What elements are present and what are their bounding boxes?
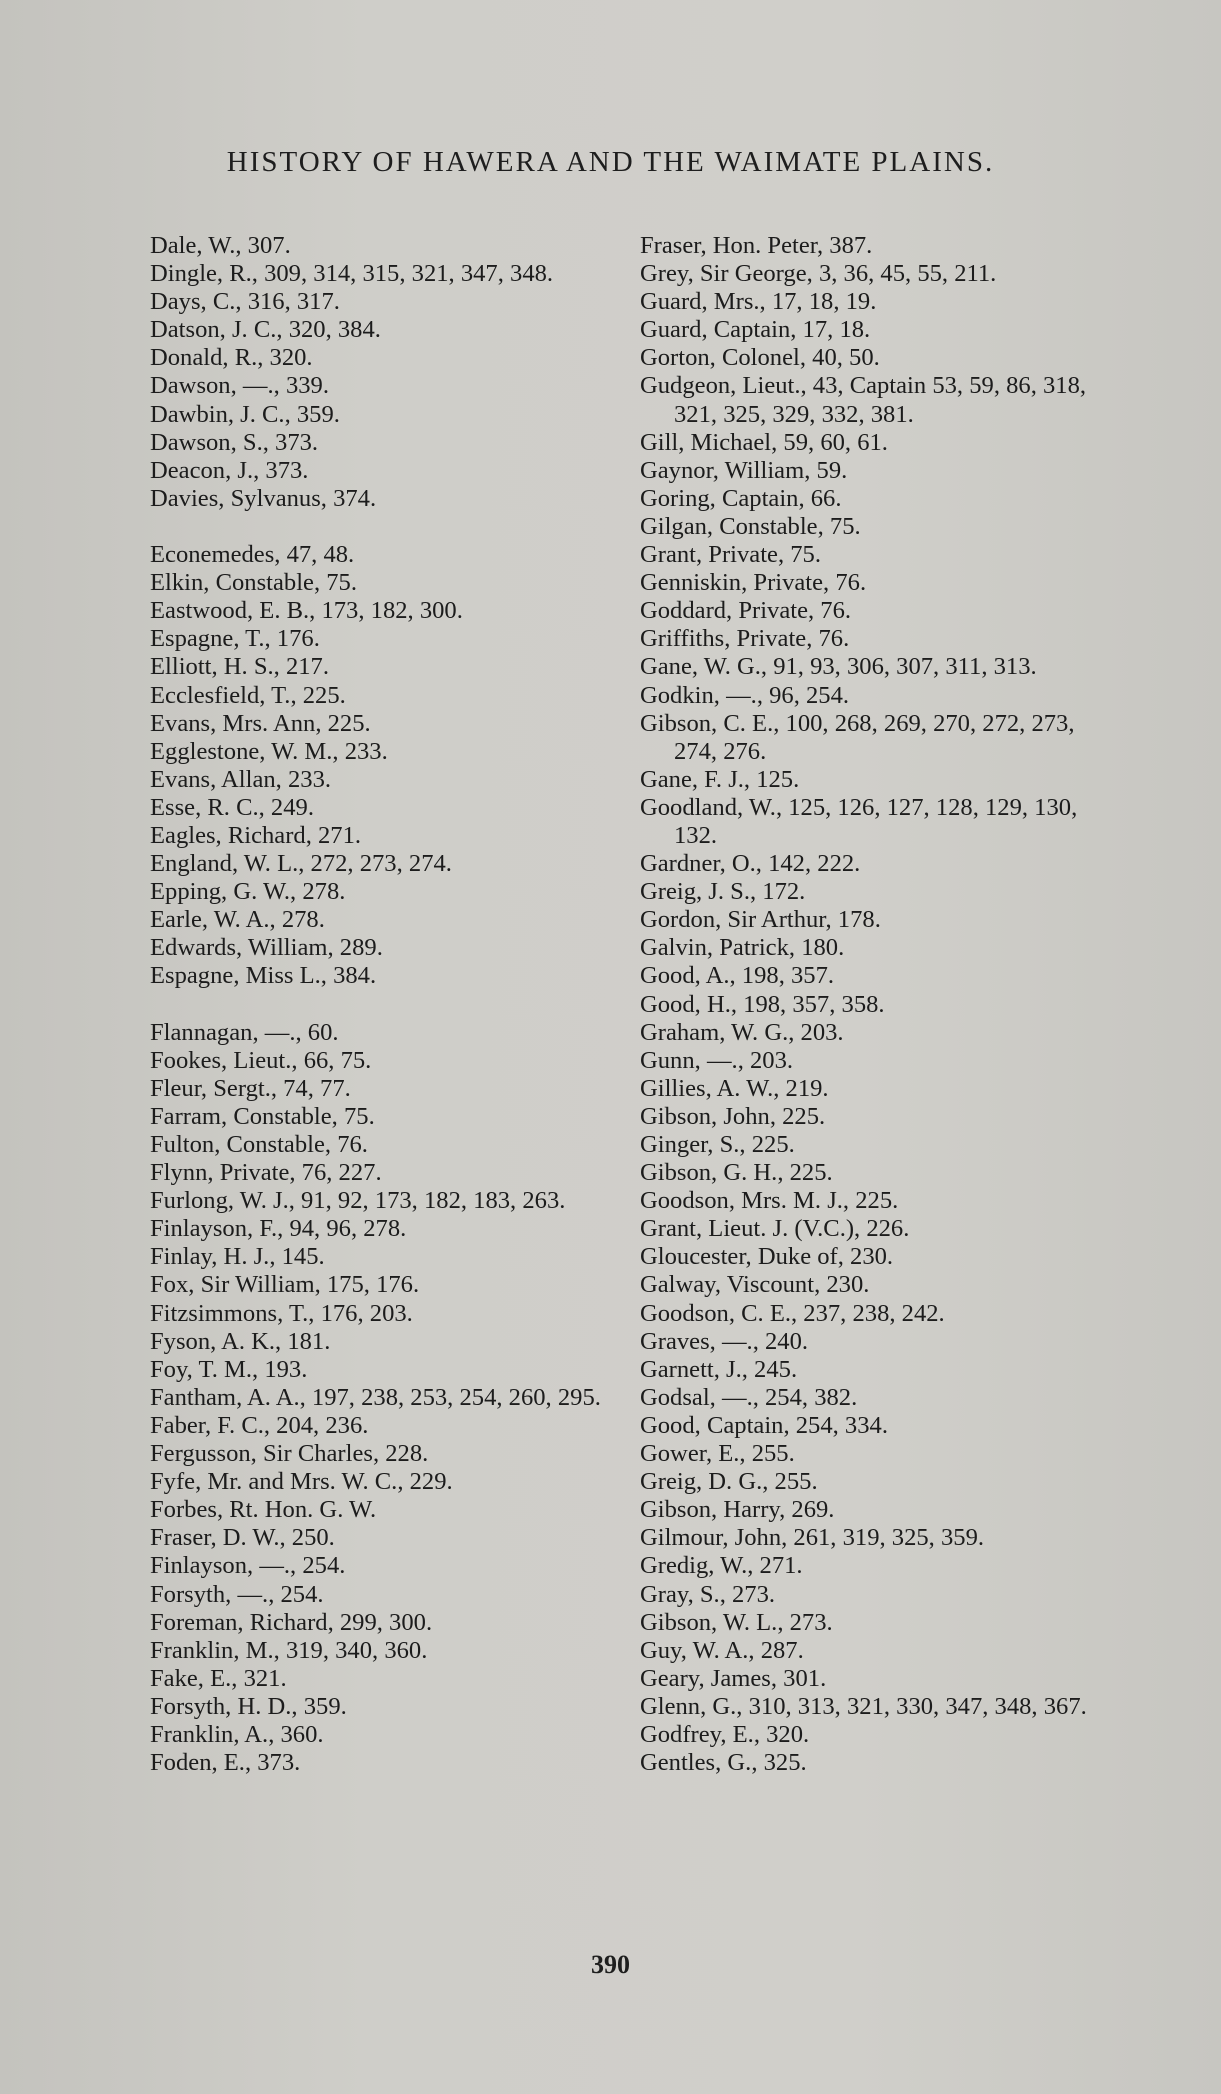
index-entry: Espagne, Miss L., 384. (150, 962, 377, 990)
index-entry: Finlayson, F., 94, 96, 278. (150, 1215, 407, 1243)
index-entry: Dale, W., 307. (150, 232, 291, 259)
index-entry: Dawbin, J. C., 359. (150, 400, 340, 428)
index-entry: Deacon, J., 373. (150, 456, 309, 484)
index-entry: England, W. L., 272, 273, 274. (150, 850, 452, 878)
index-entry: Greig, D. G., 255. (640, 1468, 818, 1496)
index-entry: Elkin, Constable, 75. (150, 569, 357, 597)
index-entry: Foreman, Richard, 299, 300. (150, 1608, 433, 1636)
index-entry: Fantham, A. A., 197, 238, 253, 254, 260, 295. (150, 1383, 601, 1411)
index-entry: Graham, W. G., 203. (640, 1018, 844, 1046)
index-entry: Fyfe, Mr. and Mrs. W. C., 229. (150, 1468, 453, 1496)
index-entry: Gill, Michael, 59, 60, 61. (640, 428, 888, 456)
index-entry: Gunn, —., 203. (640, 1046, 794, 1074)
index-entry: Gane, W. G., 91, 93, 306, 307, 311, 313. (640, 653, 1037, 681)
index-entry: Gibson, John, 225. (640, 1102, 826, 1130)
index-entry: Gibson, C. E., 100, 268, 269, 270, 272, 273, 274, 276. (640, 709, 1075, 765)
index-entry: Glenn, G., 310, 313, 321, 330, 347, 348, 367. (640, 1692, 1087, 1720)
index-entry: Fyson, A. K., 181. (150, 1327, 331, 1355)
index-entry: Graves, —., 240. (640, 1327, 809, 1355)
index-entry: Gibson, Harry, 269. (640, 1496, 835, 1524)
index-entry: Gordon, Sir Arthur, 178. (640, 906, 881, 934)
index-entry: Faber, F. C., 204, 236. (150, 1411, 369, 1439)
index-entry: Datson, J. C., 320, 384. (150, 316, 381, 344)
index-entry: Fleur, Sergt., 74, 77. (150, 1074, 351, 1102)
index-entry: Fitzsimmons, T., 176, 203. (150, 1299, 413, 1327)
index-entry: Goring, Captain, 66. (640, 484, 842, 512)
index-entry: Guard, Mrs., 17, 18, 19. (640, 288, 877, 316)
index-entry: Foden, E., 373. (150, 1749, 301, 1777)
index-entry: Garnett, J., 245. (640, 1355, 798, 1383)
index-entry: Flannagan, —., 60. (150, 1018, 339, 1046)
index-entry: Epping, G. W., 278. (150, 878, 346, 906)
index-entry: Evans, Allan, 233. (150, 765, 332, 793)
index-entry: Forsyth, —., 254. (150, 1580, 324, 1608)
index-entry: Edwards, William, 289. (150, 934, 383, 962)
index-column-left (150, 232, 620, 1777)
index-entry: Fake, E., 321. (150, 1664, 287, 1692)
index-entry: Gane, F. J., 125. (640, 765, 800, 793)
index-entry: Franklin, M., 319, 340, 360. (150, 1636, 428, 1664)
index-entry: Galvin, Patrick, 180. (640, 934, 845, 962)
index-entry: Finlayson, —., 254. (150, 1552, 346, 1580)
index-entry: Goodland, W., 125, 126, 127, 128, 129, 130, 132. (640, 793, 1078, 849)
index-entry: Gudgeon, Lieut., 43, Captain 53, 59, 86, 318, 321, 325, 329, 332, 381. (640, 372, 1087, 428)
index-entry: Eastwood, E. B., 173, 182, 300. (150, 597, 463, 625)
index-entry: Finlay, H. J., 145. (150, 1243, 325, 1271)
index-entry: Earle, W. A., 278. (150, 906, 325, 934)
index-entry: Goodson, Mrs. M. J., 225. (640, 1187, 899, 1215)
index-entry: Ecclesfield, T., 225. (150, 681, 346, 709)
index-entry: Farram, Constable, 75. (150, 1102, 375, 1130)
index-entry: Gibson, G. H., 225. (640, 1159, 833, 1187)
index-entry: Grant, Lieut. J. (V.C.), 226. (640, 1215, 910, 1243)
index-entry: Gredig, W., 271. (640, 1552, 803, 1580)
index-entry: Donald, R., 320. (150, 344, 313, 372)
index-entry: Guy, W. A., 287. (640, 1636, 804, 1664)
index-entry: Goodson, C. E., 237, 238, 242. (640, 1299, 945, 1327)
section-gap (150, 513, 620, 541)
index-entry: Goddard, Private, 76. (640, 597, 852, 625)
index-entry: Elliott, H. S., 217. (150, 653, 330, 681)
index-entry: Geary, James, 301. (640, 1664, 827, 1692)
index-entry: Gentles, G., 325. (640, 1749, 807, 1777)
index-entry: Good, A., 198, 357. (640, 962, 835, 990)
index-entry: Dawson, —., 339. (150, 372, 329, 400)
index-entry: Egglestone, W. M., 233. (150, 737, 388, 765)
index-entry: Gorton, Colonel, 40, 50. (640, 344, 880, 372)
index-entry: Gardner, O., 142, 222. (640, 850, 861, 878)
index-entry: Davies, Sylvanus, 374. (150, 484, 377, 512)
index-entry: Gower, E., 255. (640, 1440, 795, 1468)
running-title: HISTORY OF HAWERA AND THE WAIMATE PLAINS. (226, 146, 995, 178)
page-number: 390 (591, 1950, 630, 1979)
index-entry: Fox, Sir William, 175, 176. (150, 1271, 420, 1299)
index-entry: Guard, Captain, 17, 18. (640, 316, 871, 344)
index-entry: Galway, Viscount, 230. (640, 1271, 870, 1299)
index-entry: Grant, Private, 75. (640, 541, 821, 569)
index-column-right (640, 232, 1102, 1777)
index-entry: Genniskin, Private, 76. (640, 569, 867, 597)
section-gap (150, 991, 620, 1019)
index-entry: Fookes, Lieut., 66, 75. (150, 1046, 372, 1074)
index-entry: Godfrey, E., 320. (640, 1720, 810, 1748)
index-entry: Econemedes, 47, 48. (150, 541, 355, 569)
index-entry: Dingle, R., 309, 314, 315, 321, 347, 348. (150, 260, 554, 288)
index-entry: Greig, J. S., 172. (640, 878, 806, 906)
index-entry: Gillies, A. W., 219. (640, 1074, 829, 1102)
index-entry: Grey, Sir George, 3, 36, 45, 55, 211. (640, 260, 997, 288)
index-entry: Gaynor, William, 59. (640, 456, 848, 484)
index-entry: Gilmour, John, 261, 319, 325, 359. (640, 1524, 985, 1552)
index-entry: Days, C., 316, 317. (150, 288, 340, 316)
index-entry: Godkin, —., 96, 254. (640, 681, 850, 709)
index-entry: Foy, T. M., 193. (150, 1355, 308, 1383)
index-entry: Gibson, W. L., 273. (640, 1608, 833, 1636)
index-entry: Godsal, —., 254, 382. (640, 1383, 858, 1411)
index-entry: Evans, Mrs. Ann, 225. (150, 709, 371, 737)
index-entry: Gilgan, Constable, 75. (640, 512, 861, 540)
index-entry: Espagne, T., 176. (150, 625, 320, 653)
index-entry: Forsyth, H. D., 359. (150, 1692, 347, 1720)
index-entry: Esse, R. C., 249. (150, 793, 314, 821)
index-entry: Good, H., 198, 357, 358. (640, 990, 885, 1018)
index-entry: Gloucester, Duke of, 230. (640, 1243, 894, 1271)
index-entry: Fraser, D. W., 250. (150, 1524, 335, 1552)
index-entry: Fulton, Constable, 76. (150, 1131, 368, 1158)
index-entry: Fergusson, Sir Charles, 228. (150, 1440, 429, 1468)
index-entry: Eagles, Richard, 271. (150, 821, 362, 849)
index-entry: Dawson, S., 373. (150, 428, 319, 456)
index-entry: Franklin, A., 360. (150, 1720, 324, 1748)
index-entry: Gray, S., 273. (640, 1580, 776, 1608)
index-entry: Ginger, S., 225. (640, 1131, 795, 1158)
index-entry: Fraser, Hon. Peter, 387. (640, 232, 873, 259)
index-entry: Good, Captain, 254, 334. (640, 1411, 888, 1439)
index-entry: Furlong, W. J., 91, 92, 173, 182, 183, 263. (150, 1187, 566, 1215)
index-entry: Forbes, Rt. Hon. G. W. (150, 1496, 377, 1524)
index-entry: Flynn, Private, 76, 227. (150, 1159, 382, 1187)
index-entry: Griffiths, Private, 76. (640, 625, 850, 653)
